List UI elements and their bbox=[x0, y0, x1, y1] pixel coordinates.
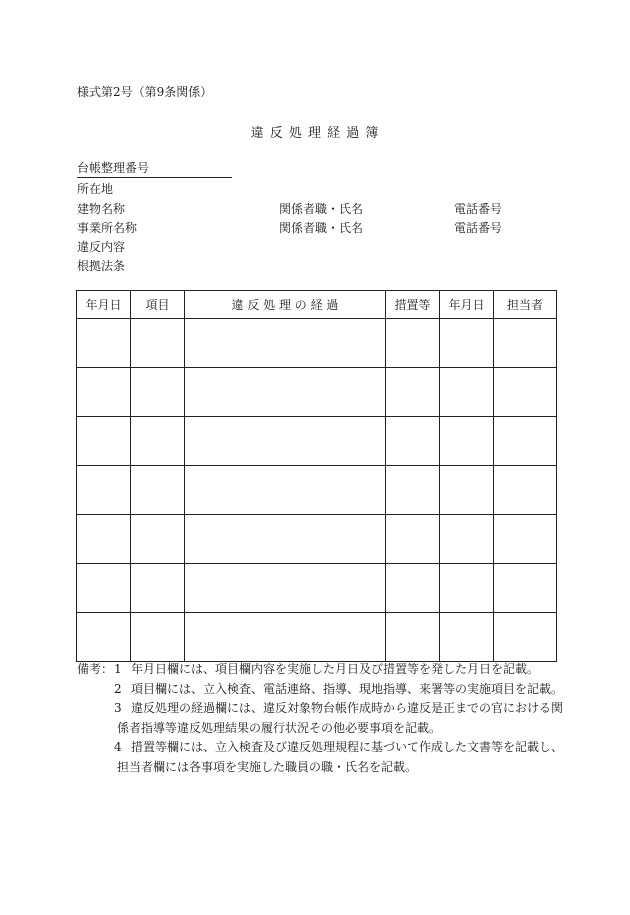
related-person-label: 関係者職・氏名 bbox=[279, 221, 364, 235]
item-cell bbox=[131, 564, 185, 613]
notes bbox=[77, 660, 564, 777]
note-number: 4 bbox=[114, 740, 122, 754]
column-header-item: 項目 bbox=[131, 291, 185, 319]
phone-number-label: 電話番号 bbox=[454, 221, 503, 235]
note-text: 措置等欄には、立入検査及び違反処理規程に基づいて作成した文書等を記載し、 bbox=[131, 740, 564, 754]
column-header-date: 年月日 bbox=[77, 291, 131, 319]
date-cell bbox=[77, 466, 131, 515]
date-cell bbox=[77, 319, 131, 368]
measures-cell bbox=[386, 417, 440, 466]
staff-cell bbox=[494, 368, 557, 417]
measures-cell bbox=[386, 515, 440, 564]
note-number: 2 bbox=[114, 681, 122, 696]
table-row bbox=[77, 564, 557, 613]
note-text-continued: 担当者欄には各事項を実施した職員の職・氏名を記載。 bbox=[117, 759, 418, 774]
business-name-label: 事業所名称 bbox=[77, 221, 138, 235]
column-header-progress: 違 反 処 理 の 経 過 bbox=[185, 291, 386, 319]
date-cell bbox=[77, 417, 131, 466]
staff-cell bbox=[494, 564, 557, 613]
building-name-label: 建物名称 bbox=[77, 202, 126, 216]
measures-cell bbox=[386, 466, 440, 515]
related-person-label: 関係者職・氏名 bbox=[279, 202, 364, 216]
measures-cell bbox=[386, 564, 440, 613]
measures-cell bbox=[386, 368, 440, 417]
date-cell bbox=[77, 368, 131, 417]
phone-number-label: 電話番号 bbox=[454, 202, 503, 216]
table-header-row bbox=[77, 291, 557, 319]
progress-cell bbox=[185, 564, 386, 613]
violation-content-label: 違反内容 bbox=[77, 240, 126, 254]
date-cell bbox=[77, 613, 131, 662]
note-text: 項目欄には、立入検査、電話連絡、指導、現地指導、来署等の実施項目を記載。 bbox=[131, 681, 564, 696]
table-row bbox=[77, 515, 557, 564]
page-title: 違 反 処 理 経 過 簿 bbox=[250, 126, 380, 141]
note-item bbox=[77, 738, 564, 758]
staff-cell bbox=[494, 319, 557, 368]
progress-cell bbox=[185, 417, 386, 466]
note-number: 1 bbox=[114, 662, 122, 676]
staff-cell bbox=[494, 613, 557, 662]
violation-log-table bbox=[76, 290, 557, 662]
staff-cell bbox=[494, 466, 557, 515]
item-cell bbox=[131, 368, 185, 417]
date-cell-2 bbox=[440, 319, 494, 368]
item-cell bbox=[131, 319, 185, 368]
notes-prefix: 備考： bbox=[77, 662, 114, 676]
table-row bbox=[77, 368, 557, 417]
column-header-date-2: 年月日 bbox=[440, 291, 494, 319]
note-text: 違反処理の経過欄には、違反対象物台帳作成時から違反是正までの官における関 bbox=[131, 701, 564, 715]
table-row bbox=[77, 417, 557, 466]
location-label: 所在地 bbox=[77, 182, 114, 196]
progress-cell bbox=[185, 515, 386, 564]
progress-cell bbox=[185, 319, 386, 368]
progress-cell bbox=[185, 466, 386, 515]
table-row bbox=[77, 613, 557, 662]
table-row bbox=[77, 319, 557, 368]
form-number: 様式第2号（第9条関係） bbox=[77, 85, 213, 99]
item-cell bbox=[131, 417, 185, 466]
item-cell bbox=[131, 466, 185, 515]
ledger-number-label: 台帳整理番号 bbox=[77, 159, 232, 178]
note-number: 3 bbox=[114, 701, 122, 715]
column-header-staff: 担当者 bbox=[494, 291, 557, 319]
note-item bbox=[77, 699, 564, 719]
date-cell-2 bbox=[440, 564, 494, 613]
date-cell bbox=[77, 515, 131, 564]
staff-cell bbox=[494, 515, 557, 564]
note-text-continued: 係者指導等違反処理結果の履行状況その他必要事項を記載。 bbox=[117, 720, 442, 735]
table-row bbox=[77, 466, 557, 515]
legal-basis-label: 根拠法条 bbox=[77, 259, 126, 273]
item-cell bbox=[131, 515, 185, 564]
measures-cell bbox=[386, 319, 440, 368]
note-item bbox=[77, 680, 564, 700]
progress-cell bbox=[185, 613, 386, 662]
note-item bbox=[77, 660, 557, 680]
date-cell-2 bbox=[440, 368, 494, 417]
progress-cell bbox=[185, 368, 386, 417]
note-text: 年月日欄には、項目欄内容を実施した月日及び措置等を発した月日を記載。 bbox=[131, 662, 540, 676]
date-cell-2 bbox=[440, 466, 494, 515]
date-cell-2 bbox=[440, 417, 494, 466]
measures-cell bbox=[386, 613, 440, 662]
column-header-measures: 措置等 bbox=[386, 291, 440, 319]
date-cell-2 bbox=[440, 613, 494, 662]
staff-cell bbox=[494, 417, 557, 466]
date-cell bbox=[77, 564, 131, 613]
date-cell-2 bbox=[440, 515, 494, 564]
item-cell bbox=[131, 613, 185, 662]
